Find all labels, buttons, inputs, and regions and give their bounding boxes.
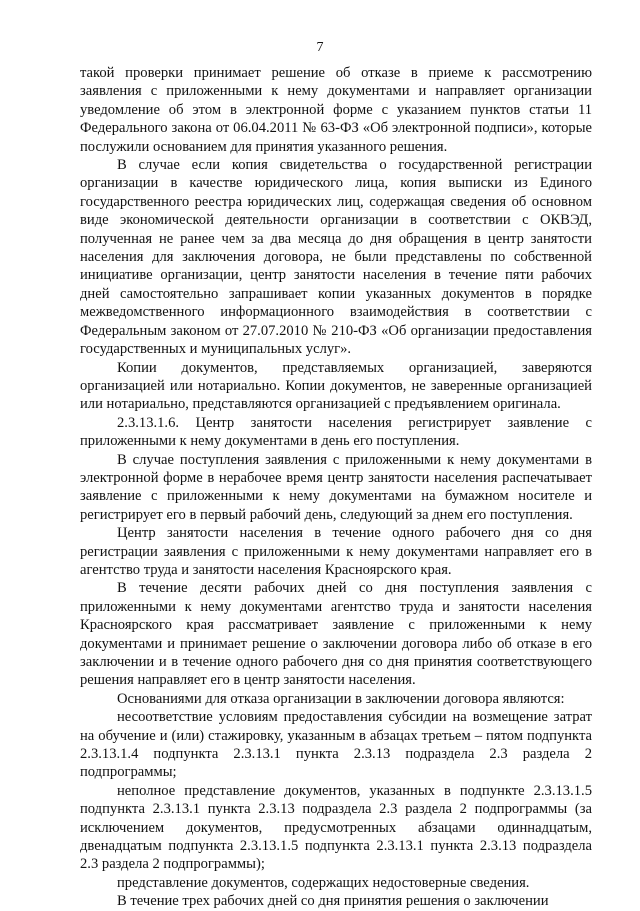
- paragraph: В течение десяти рабочих дней со дня поступления заявления с приложенными к нему документами агентство труда и занятости населения Красноярского края рассматривает заявление с приложенными к нему документами и принимает решение о заключении договора либо об отказе в его заключении и в течение одного рабочего дня со дня принятия соответствующего решения направляет его в центр занятости населения.: [80, 580, 592, 689]
- document-body: [80, 64, 592, 911]
- paragraph: В течение трех рабочих дней со дня принятия решения о заключении: [117, 893, 549, 910]
- paragraph-clause-2-3-13-1-6: 2.3.13.1.6. Центр занятости населения регистрирует заявление с приложенными к нему документами в день его поступления.: [80, 414, 592, 450]
- paragraph: В случае если копия свидетельства о государственной регистрации организации в качестве юридического лица, копия выписки из Единого государственного реестра юридических лиц, содержащая сведения об основном виде экономической деятельности организации в соответствии с ОКВЭД, полученная не ранее чем за два месяца до дня обращения в центр занятости населения для заключения договора, не были представлены по собственной инициативе организации, центр занятости населения в течение пяти рабочих дней самостоятельно запрашивает копии указанных документов в порядке межведомственного информационного взаимодействия в соответствии с Федеральным законом от 27.07.2010 № 210-ФЗ «Об организации предоставления государственных и муниципальных услуг».: [80, 157, 592, 358]
- paragraph-refusal-ground: представление документов, содержащих недостоверные сведения.: [117, 874, 530, 891]
- paragraph: В случае поступления заявления с приложенными к нему документами в электронной форме в нерабочее время центр занятости населения распечатывает заявление с приложенными к нему документами на бумажном носителе и регистрирует его в первый рабочий день, следующий за днем его поступления.: [80, 451, 592, 523]
- paragraph-continuation: такой проверки принимает решение об отказе в приеме к рассмотрению заявления с приложенными к нему документами и направляет организации уведомление об этом в электронной форме с указанием пунктов статьи 11 Федерального закона от 06.04.2011 № 63-ФЗ «Об электронной подписи», которые послужили основанием для принятия указанного решения.: [80, 65, 592, 155]
- paragraph: Копии документов, представляемых организацией, заверяются организацией или нотариально. Копии документов, не заверенные организацией или нотариально, представляются организацией с предъявлением оригинала.: [80, 359, 592, 413]
- paragraph-refusal-ground: неполное представление документов, указанных в подпункте 2.3.13.1.5 подпункта 2.3.13.1 пункта 2.3.13 подраздела 2.3 раздела 2 подпрограммы (за исключением документов, предусмотренных абзацами одиннадцатым, двенадцатым подпункта 2.3.13.1.5 подпункта 2.3.13.1 пункта 2.3.13 подраздела 2.3 раздела 2 подпрограммы);: [80, 782, 592, 873]
- paragraph-refusal-grounds-intro: Основаниями для отказа организации в заключении договора являются:: [117, 690, 565, 707]
- paragraph: Центр занятости населения в течение одного рабочего дня со дня регистрации заявления с приложенными к нему документами направляет его в агентство труда и занятости населения Красноярского края.: [80, 525, 592, 578]
- paragraph-refusal-ground: несоответствие условиям предоставления субсидии на возмещение затрат на обучение и (или) стажировку, указанным в абзацах третьем – пятом подпункта 2.3.13.1.4 подпункта 2.3.13.1 пункта 2.3.13 подраздела 2.3 раздела 2 подпрограммы;: [80, 709, 592, 781]
- page-number: 7: [316, 40, 324, 55]
